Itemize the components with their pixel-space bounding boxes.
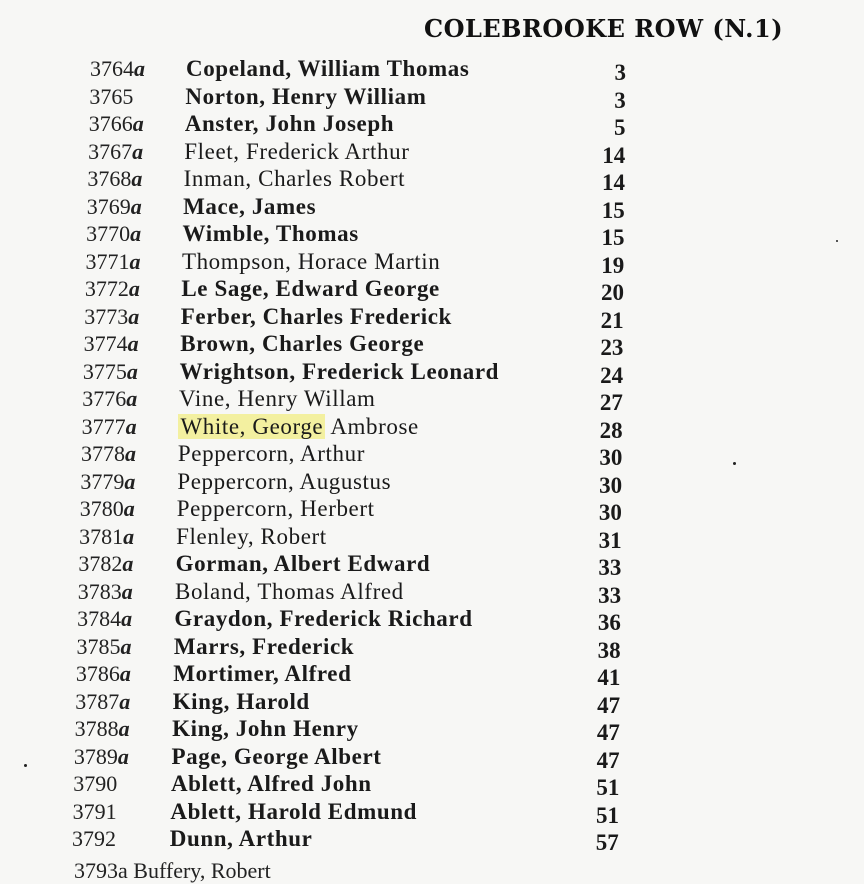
register-row	[0, 304, 864, 332]
elector-number	[76, 661, 131, 687]
elector-number	[73, 771, 117, 797]
elector-number	[87, 166, 142, 192]
elector-number	[89, 111, 144, 137]
elector-name: Ablett, Alfred John	[170, 771, 372, 796]
house-number: 36	[597, 610, 621, 635]
elector-name: Dunn, Arthur	[169, 826, 313, 851]
elector-number-suffix: a	[121, 606, 133, 631]
elector-number-suffix: a	[120, 633, 132, 659]
register-row	[0, 606, 864, 634]
elector-number-suffix: a	[127, 331, 139, 356]
register-row	[0, 469, 864, 497]
elector-number-digits: 3781	[79, 523, 124, 549]
elector-number-digits: 3765	[89, 83, 134, 109]
elector-number-digits: 3770	[86, 221, 131, 246]
elector-number-digits: 3771	[85, 248, 130, 274]
register-row	[0, 661, 864, 689]
elector-name: Peppercorn, Arthur	[177, 441, 365, 466]
register-row	[0, 194, 864, 222]
register-row	[0, 799, 864, 827]
elector-number	[90, 56, 145, 82]
elector-number	[77, 634, 132, 660]
elector-number-suffix: a	[121, 578, 133, 604]
elector-name: King, John Henry	[172, 716, 359, 741]
house-number: 15	[601, 197, 625, 223]
elector-number	[84, 304, 139, 330]
elector-number-digits: 3786	[75, 661, 120, 686]
elector-number	[73, 799, 117, 825]
elector-number	[86, 221, 141, 247]
elector-number-digits: 3768	[87, 166, 132, 191]
register-row	[0, 524, 864, 552]
elector-number-digits: 3789	[73, 743, 118, 769]
elector-number-suffix: a	[132, 138, 144, 164]
register-row	[0, 386, 864, 414]
elector-number-digits: 3792	[72, 826, 116, 851]
elector-number-suffix: a	[130, 193, 142, 219]
house-number: 20	[600, 280, 624, 305]
elector-name: Boland, Thomas Alfred	[175, 578, 404, 604]
house-number: 57	[595, 830, 619, 855]
house-number: 41	[597, 665, 621, 690]
elector-name: Graydon, Frederick Richard	[174, 606, 473, 631]
elector-number-suffix: a	[128, 303, 140, 329]
elector-number-suffix: a	[132, 111, 144, 136]
elector-number-suffix: a	[131, 166, 143, 191]
elector-number	[77, 606, 132, 632]
elector-number-digits: 3780	[79, 496, 124, 521]
elector-number-suffix: a	[128, 276, 140, 301]
register-row	[0, 276, 864, 304]
elector-number-suffix: a	[129, 248, 141, 274]
elector-number-suffix: a	[126, 358, 138, 384]
register-row	[0, 826, 864, 854]
register-row	[0, 166, 864, 194]
register-row	[0, 551, 864, 579]
elector-number	[82, 386, 137, 412]
elector-name: Inman, Charles Robert	[183, 166, 406, 191]
elector-name: Gorman, Albert Edward	[175, 551, 431, 576]
elector-number	[89, 84, 133, 110]
elector-name: Mortimer, Alfred	[173, 661, 352, 686]
elector-name: Flenley, Robert	[176, 523, 327, 549]
elector-number-digits: 3777	[81, 413, 126, 439]
elector-number	[75, 716, 130, 742]
elector-name: Peppercorn, Augustus	[177, 468, 392, 494]
elector-name: Page, George Albert	[171, 743, 382, 769]
elector-number-suffix: a	[125, 441, 136, 466]
elector-number-digits: 3783	[77, 578, 122, 604]
elector-name: Marrs, Frederick	[173, 633, 355, 659]
elector-name: Peppercorn, Herbert	[176, 496, 375, 521]
elector-number-suffix: a	[134, 56, 145, 81]
elector-name: Ablett, Harold Edmund	[170, 798, 418, 824]
elector-number-suffix: a	[122, 551, 134, 576]
elector-name: Le Sage, Edward George	[181, 276, 440, 301]
house-number: 14	[601, 170, 625, 195]
elector-number-suffix: a	[125, 413, 137, 439]
elector-number	[85, 276, 140, 302]
elector-name	[178, 414, 418, 440]
elector-number-digits: 3776	[82, 386, 127, 411]
register-row	[0, 139, 864, 167]
house-number: 14	[602, 142, 626, 168]
register-row	[0, 331, 864, 359]
elector-name: Brown, Charles George	[180, 331, 425, 356]
highlighted-name: White, George	[180, 413, 324, 439]
house-number: 19	[601, 252, 625, 278]
elector-number-digits: 3767	[88, 138, 133, 164]
house-number: 31	[598, 527, 622, 553]
elector-number-digits: 3782	[78, 551, 123, 576]
elector-number-digits: 3764	[90, 56, 134, 81]
elector-name: Vine, Henry Willam	[179, 386, 376, 411]
name-remainder: Ambrose	[325, 413, 419, 439]
elector-number-digits: 3769	[86, 193, 131, 219]
register-row	[0, 579, 864, 607]
elector-number-digits: 3778	[81, 441, 125, 466]
elector-number	[83, 359, 138, 385]
elector-number-digits: 3790	[73, 771, 118, 796]
elector-number	[78, 579, 133, 605]
elector-name: Mace, James	[183, 193, 317, 219]
elector-number	[84, 331, 139, 357]
elector-number-digits: 3774	[83, 331, 128, 356]
house-number: 15	[601, 225, 625, 250]
register-list	[0, 56, 864, 854]
register-row	[0, 716, 864, 744]
elector-number-digits: 3772	[84, 276, 129, 301]
house-number: 33	[598, 555, 622, 580]
elector-name: King, Harold	[172, 688, 310, 714]
elector-number-digits: 3791	[72, 798, 117, 824]
print-speck	[733, 462, 736, 465]
page-title: COLEBROOKE ROW (N.1)	[424, 14, 784, 43]
elector-number	[81, 441, 136, 467]
elector-number-digits: 3779	[80, 468, 125, 494]
elector-number-suffix: a	[123, 523, 135, 549]
register-row	[0, 56, 864, 84]
elector-number-suffix: a	[126, 386, 138, 411]
house-number: 21	[600, 307, 624, 333]
house-number: 47	[596, 747, 620, 773]
house-number: 47	[596, 720, 620, 745]
elector-number-digits: 3787	[75, 688, 120, 714]
elector-number-suffix: a	[119, 688, 131, 714]
house-number: 30	[598, 500, 622, 525]
house-number: 30	[599, 445, 623, 470]
elector-name: Wimble, Thomas	[182, 221, 359, 246]
house-number: 47	[597, 692, 621, 718]
house-number: 38	[597, 637, 621, 663]
elector-number-digits: 3784	[77, 606, 122, 631]
house-number: 51	[596, 775, 620, 800]
elector-name: Thompson, Horace Martin	[181, 248, 441, 274]
elector-number-suffix: a	[123, 496, 135, 521]
house-number: 28	[599, 417, 623, 443]
elector-name: Ferber, Charles Frederick	[180, 303, 452, 329]
elector-name: Norton, Henry William	[185, 83, 427, 109]
elector-name: Fleet, Frederick Arthur	[184, 138, 410, 164]
register-row	[0, 359, 864, 387]
register-row	[0, 414, 864, 442]
house-number: 33	[598, 582, 622, 608]
register-row	[0, 744, 864, 772]
house-number: 30	[599, 472, 623, 498]
house-number: 27	[599, 390, 623, 415]
elector-number	[88, 139, 143, 165]
house-number: 51	[596, 802, 620, 828]
elector-number	[79, 524, 134, 550]
house-number: 3	[614, 60, 626, 85]
elector-name: Wrightson, Frederick Leonard	[179, 358, 500, 384]
register-row	[0, 249, 864, 277]
register-row	[0, 221, 864, 249]
house-number: 23	[600, 335, 624, 360]
elector-number	[78, 551, 133, 577]
elector-number	[82, 414, 137, 440]
elector-number-suffix: a	[118, 716, 130, 741]
cutoff-entry: 3793a Buffery, Robert	[74, 858, 271, 883]
elector-number	[80, 469, 135, 495]
elector-number	[86, 249, 141, 275]
elector-number	[87, 194, 142, 220]
elector-name: Anster, John Joseph	[184, 111, 395, 136]
elector-number-suffix: a	[130, 221, 142, 246]
elector-number-digits: 3775	[82, 358, 127, 384]
register-row	[0, 111, 864, 139]
elector-number	[74, 744, 129, 770]
print-speck	[836, 240, 838, 242]
elector-number-digits: 3785	[76, 633, 121, 659]
elector-number-suffix: a	[124, 468, 136, 494]
elector-number-digits: 3788	[74, 716, 119, 741]
elector-number	[80, 496, 135, 522]
house-number: 24	[600, 362, 624, 388]
elector-number	[75, 689, 130, 715]
register-row	[0, 634, 864, 662]
elector-name: Copeland, William Thomas	[186, 56, 470, 81]
house-number: 3	[614, 87, 626, 113]
house-number: 5	[613, 115, 626, 140]
register-row	[0, 771, 864, 799]
elector-number-digits: 3773	[84, 303, 129, 329]
elector-number	[72, 826, 116, 852]
elector-number-suffix: a	[119, 661, 131, 686]
print-speck	[24, 764, 27, 767]
register-row	[0, 496, 864, 524]
register-row	[0, 84, 864, 112]
elector-number-suffix: a	[117, 743, 129, 769]
elector-number-digits: 3766	[88, 111, 133, 136]
register-row	[0, 689, 864, 717]
